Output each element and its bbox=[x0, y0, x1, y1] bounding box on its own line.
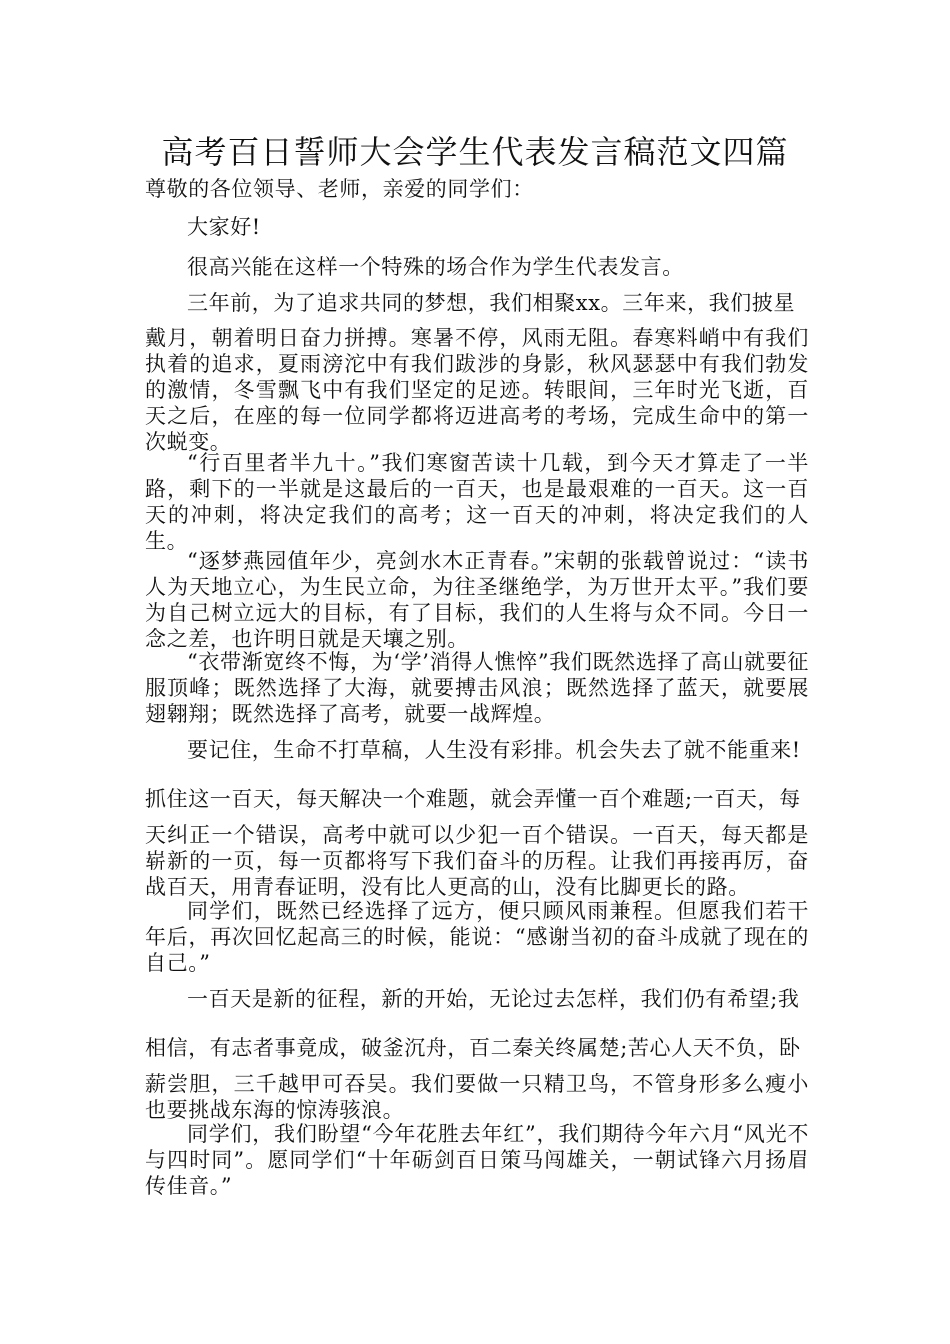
paragraph-5-body: 天纠正一个错误，高考中就可以少犯一百个错误。一百天，每天都是崭新的一页，每一页都将写下我们奋斗的历程。让我们再接再厉，奋战百天，用青春证明，没有比人更高的山，没有比脚更长的路。 bbox=[145, 823, 809, 899]
paragraph-5-first-line: 要记住，生命不打草稿，人生没有彩排。机会失去了就不能重来! bbox=[187, 738, 801, 762]
paragraph-6: 同学们，既然已经选择了远方，便只顾风雨兼程。但愿我们若干年后，再次回忆起高三的时候，能说：“感谢当初的奋斗成就了现在的自己。” bbox=[145, 899, 809, 975]
paragraph-1-first-line: 三年前，为了追求共同的梦想，我们相聚xx。三年来，我们披星 bbox=[187, 291, 796, 315]
paragraph-2: “行百里者半九十。”我们寒窗苦读十几载，到今天才算走了一半路，剩下的一半就是这最后的一百天，也是最艰难的一百天。这一百天的冲刺，将决定我们的高考；这一百天的冲刺，将决定我们的人生。 bbox=[145, 451, 809, 553]
paragraph-3: “逐梦燕园值年少，亮剑水木正青春。”宋朝的张载曾说过：“读书人为天地立心，为生民立命，为往圣继绝学，为万世开太平。”我们要为自己树立远大的目标，有了目标，我们的人生将与众不同。今日一念之差，也许明日就是天壤之别。 bbox=[145, 549, 809, 651]
paragraph-8: 同学们，我们盼望“今年花胜去年红”，我们期待今年六月“风光不与四时同”。愿同学们“十年砺剑百日策马闯雄关，一朝试锋六月扬眉传佳音。” bbox=[145, 1122, 809, 1198]
paragraph-4: “衣带渐宽终不悔，为‘学’消得人憔悴”我们既然选择了高山就要征服顶峰；既然选择了大海，就要搏击风浪；既然选择了蓝天，就要展翅翱翔；既然选择了高考，就要一战辉煌。 bbox=[145, 650, 809, 726]
paragraph-1-body: 戴月，朝着明日奋力拼搏。寒暑不停，风雨无阻。春寒料峭中有我们执着的追求，夏雨滂沱中有我们跋涉的身影，秋风瑟瑟中有我们勃发的激情，冬雪飘飞中有我们坚定的足迹。转眼间，三年时光飞逝，百天之后，在座的每一位同学都将迈进高考的考场，完成生命中的第一次蜕变。 bbox=[145, 326, 809, 454]
paragraph-7-second-line: 相信，有志者事竟成，破釜沉舟，百二秦关终属楚;苦心人天不负，卧 bbox=[145, 1036, 801, 1060]
document-title: 高考百日誓师大会学生代表发言稿范文四篇 bbox=[161, 133, 789, 171]
paragraph-7-body: 薪尝胆，三千越甲可吞吴。我们要做一只精卫鸟，不管身形多么瘦小也要挑战东海的惊涛骇浪。 bbox=[145, 1072, 809, 1122]
salutation: 尊敬的各位领导、老师，亲爱的同学们： bbox=[145, 177, 534, 201]
intro-paragraph: 很高兴能在这样一个特殊的场合作为学生代表发言。 bbox=[187, 255, 684, 279]
paragraph-5-second-line: 抓住这一百天，每天解决一个难题，就会弄懂一百个难题;一百天，每 bbox=[145, 787, 801, 811]
greeting: 大家好! bbox=[187, 215, 261, 239]
paragraph-7-first-line: 一百天是新的征程，新的开始，无论过去怎样，我们仍有希望;我 bbox=[187, 987, 800, 1011]
